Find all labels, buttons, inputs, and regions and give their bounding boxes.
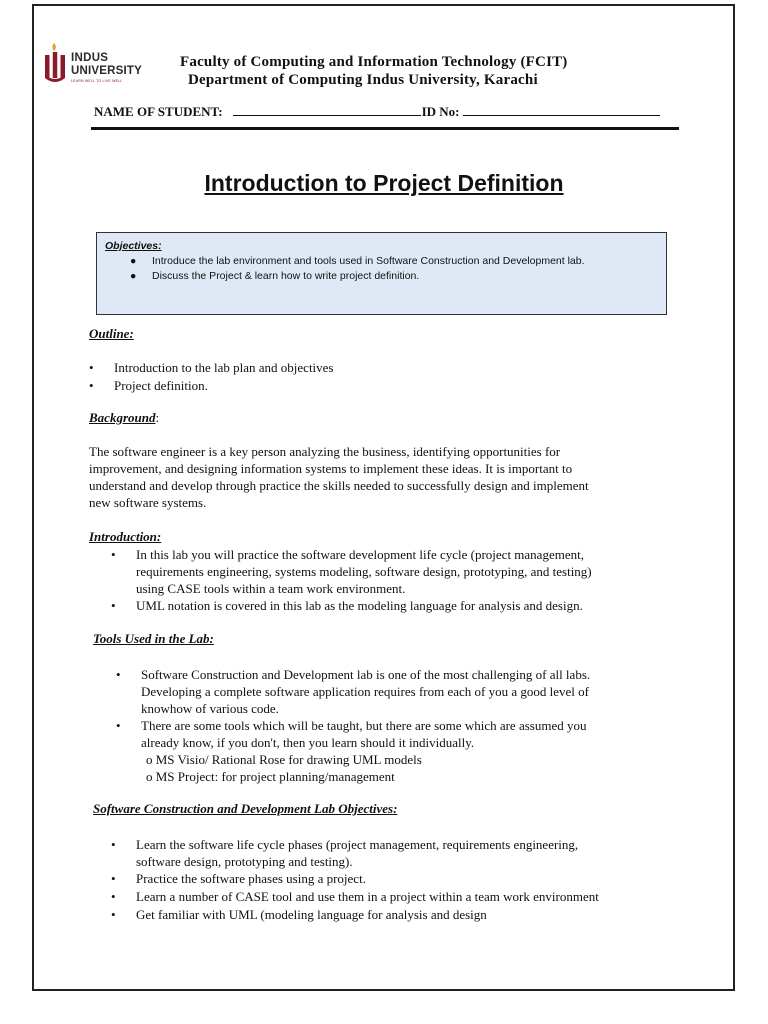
bullet-icon: • <box>111 889 116 904</box>
logo-wordmark-university: UNIVERSITY <box>71 65 143 77</box>
bullet-icon: • <box>89 378 94 393</box>
paragraph-line: new software systems. <box>89 495 207 510</box>
logo-tagline: LEARN WELL TO LIVE WELL <box>71 79 123 83</box>
tools-heading: Tools Used in the Lab: <box>93 631 214 646</box>
item-line: software design, prototyping and testing). <box>136 854 353 869</box>
objectives-box <box>96 232 667 315</box>
bullet-icon: • <box>111 871 116 886</box>
document-title: Introduction to Project Definition <box>204 170 564 196</box>
objectives-heading: Objectives: <box>105 240 162 252</box>
bullet-icon: • <box>111 837 116 852</box>
item-line: There are some tools which will be taught, but there are some which are assumed you <box>141 718 587 733</box>
bullet-icon: ● <box>130 270 137 282</box>
item-line: Practice the software phases using a project. <box>136 871 366 886</box>
item-line: In this lab you will practice the software development life cycle (project management, <box>136 547 584 562</box>
objective-text: Discuss the Project & learn how to write project definition. <box>152 270 420 282</box>
bullet-icon: • <box>111 907 116 922</box>
item-line: UML notation is covered in this lab as the modeling language for analysis and design. <box>136 598 583 613</box>
logo-emblem-icon <box>43 42 67 86</box>
background-heading: Background <box>89 410 156 425</box>
item-line: Get familiar with UML (modeling language for analysis and design <box>136 907 487 922</box>
lab-objectives-heading: Software Construction and Development Lab Objectives: <box>93 801 398 816</box>
paragraph-line: improvement, and designing information systems to implement these ideas. It is important to <box>89 461 573 476</box>
bullet-icon: • <box>116 667 121 682</box>
paragraph-line: understand and develop through practice the skills needed to successfully design and implement <box>89 478 589 493</box>
item-line: Developing a complete software application requires from each of you a good level of <box>141 684 589 699</box>
outline-text: Project definition. <box>114 378 208 393</box>
objective-text: Introduce the lab environment and tools used in Software Construction and Development lab. <box>152 255 585 267</box>
background-heading-wrap <box>89 410 159 426</box>
tools-sublist <box>146 751 422 785</box>
bullet-icon: • <box>89 360 94 375</box>
document-page <box>32 4 735 991</box>
student-name-label: NAME OF STUDENT: <box>94 104 223 119</box>
tool-sub-item: o MS Visio/ Rational Rose for drawing UML models <box>146 752 422 767</box>
background-heading-colon: : <box>155 410 160 425</box>
student-id-label: ID No: <box>421 104 460 119</box>
item-line: Learn the software life cycle phases (project management, requirements engineering, <box>136 837 579 852</box>
student-id-blank[interactable] <box>463 104 660 116</box>
tool-sub-item: o MS Project: for project planning/management <box>146 769 395 784</box>
paragraph-line: The software engineer is a key person analyzing the business, identifying opportunities for <box>89 444 561 459</box>
header-divider <box>91 127 679 130</box>
item-line: knowhow of various code. <box>141 701 279 716</box>
faculty-heading: Faculty of Computing and Information Technology (FCIT) <box>180 54 568 70</box>
bullet-icon: • <box>111 547 116 562</box>
item-line: already know, if you don't, then you learn should it individually. <box>141 735 475 750</box>
introduction-heading: Introduction: <box>89 529 162 544</box>
department-heading: Department of Computing Indus University, Karachi <box>188 72 538 88</box>
bullet-icon: • <box>111 598 116 613</box>
student-info-line <box>94 104 660 120</box>
logo-wordmark-indus: INDUS <box>71 52 109 64</box>
outline-text: Introduction to the lab plan and objectives <box>114 360 334 375</box>
student-name-blank[interactable] <box>233 104 421 116</box>
bullet-icon: ● <box>130 255 137 267</box>
background-paragraph <box>89 443 589 511</box>
item-line: Software Construction and Development lab is one of the most challenging of all labs. <box>141 667 591 682</box>
item-line: using CASE tools within a team work environment. <box>136 581 406 596</box>
outline-heading: Outline: <box>89 326 134 341</box>
item-line: Learn a number of CASE tool and use them in a project within a team work environment <box>136 889 599 904</box>
item-line: requirements engineering, systems modeling, software design, prototyping, and testing) <box>136 564 592 579</box>
bullet-icon: • <box>116 718 121 733</box>
university-logo <box>43 42 163 92</box>
